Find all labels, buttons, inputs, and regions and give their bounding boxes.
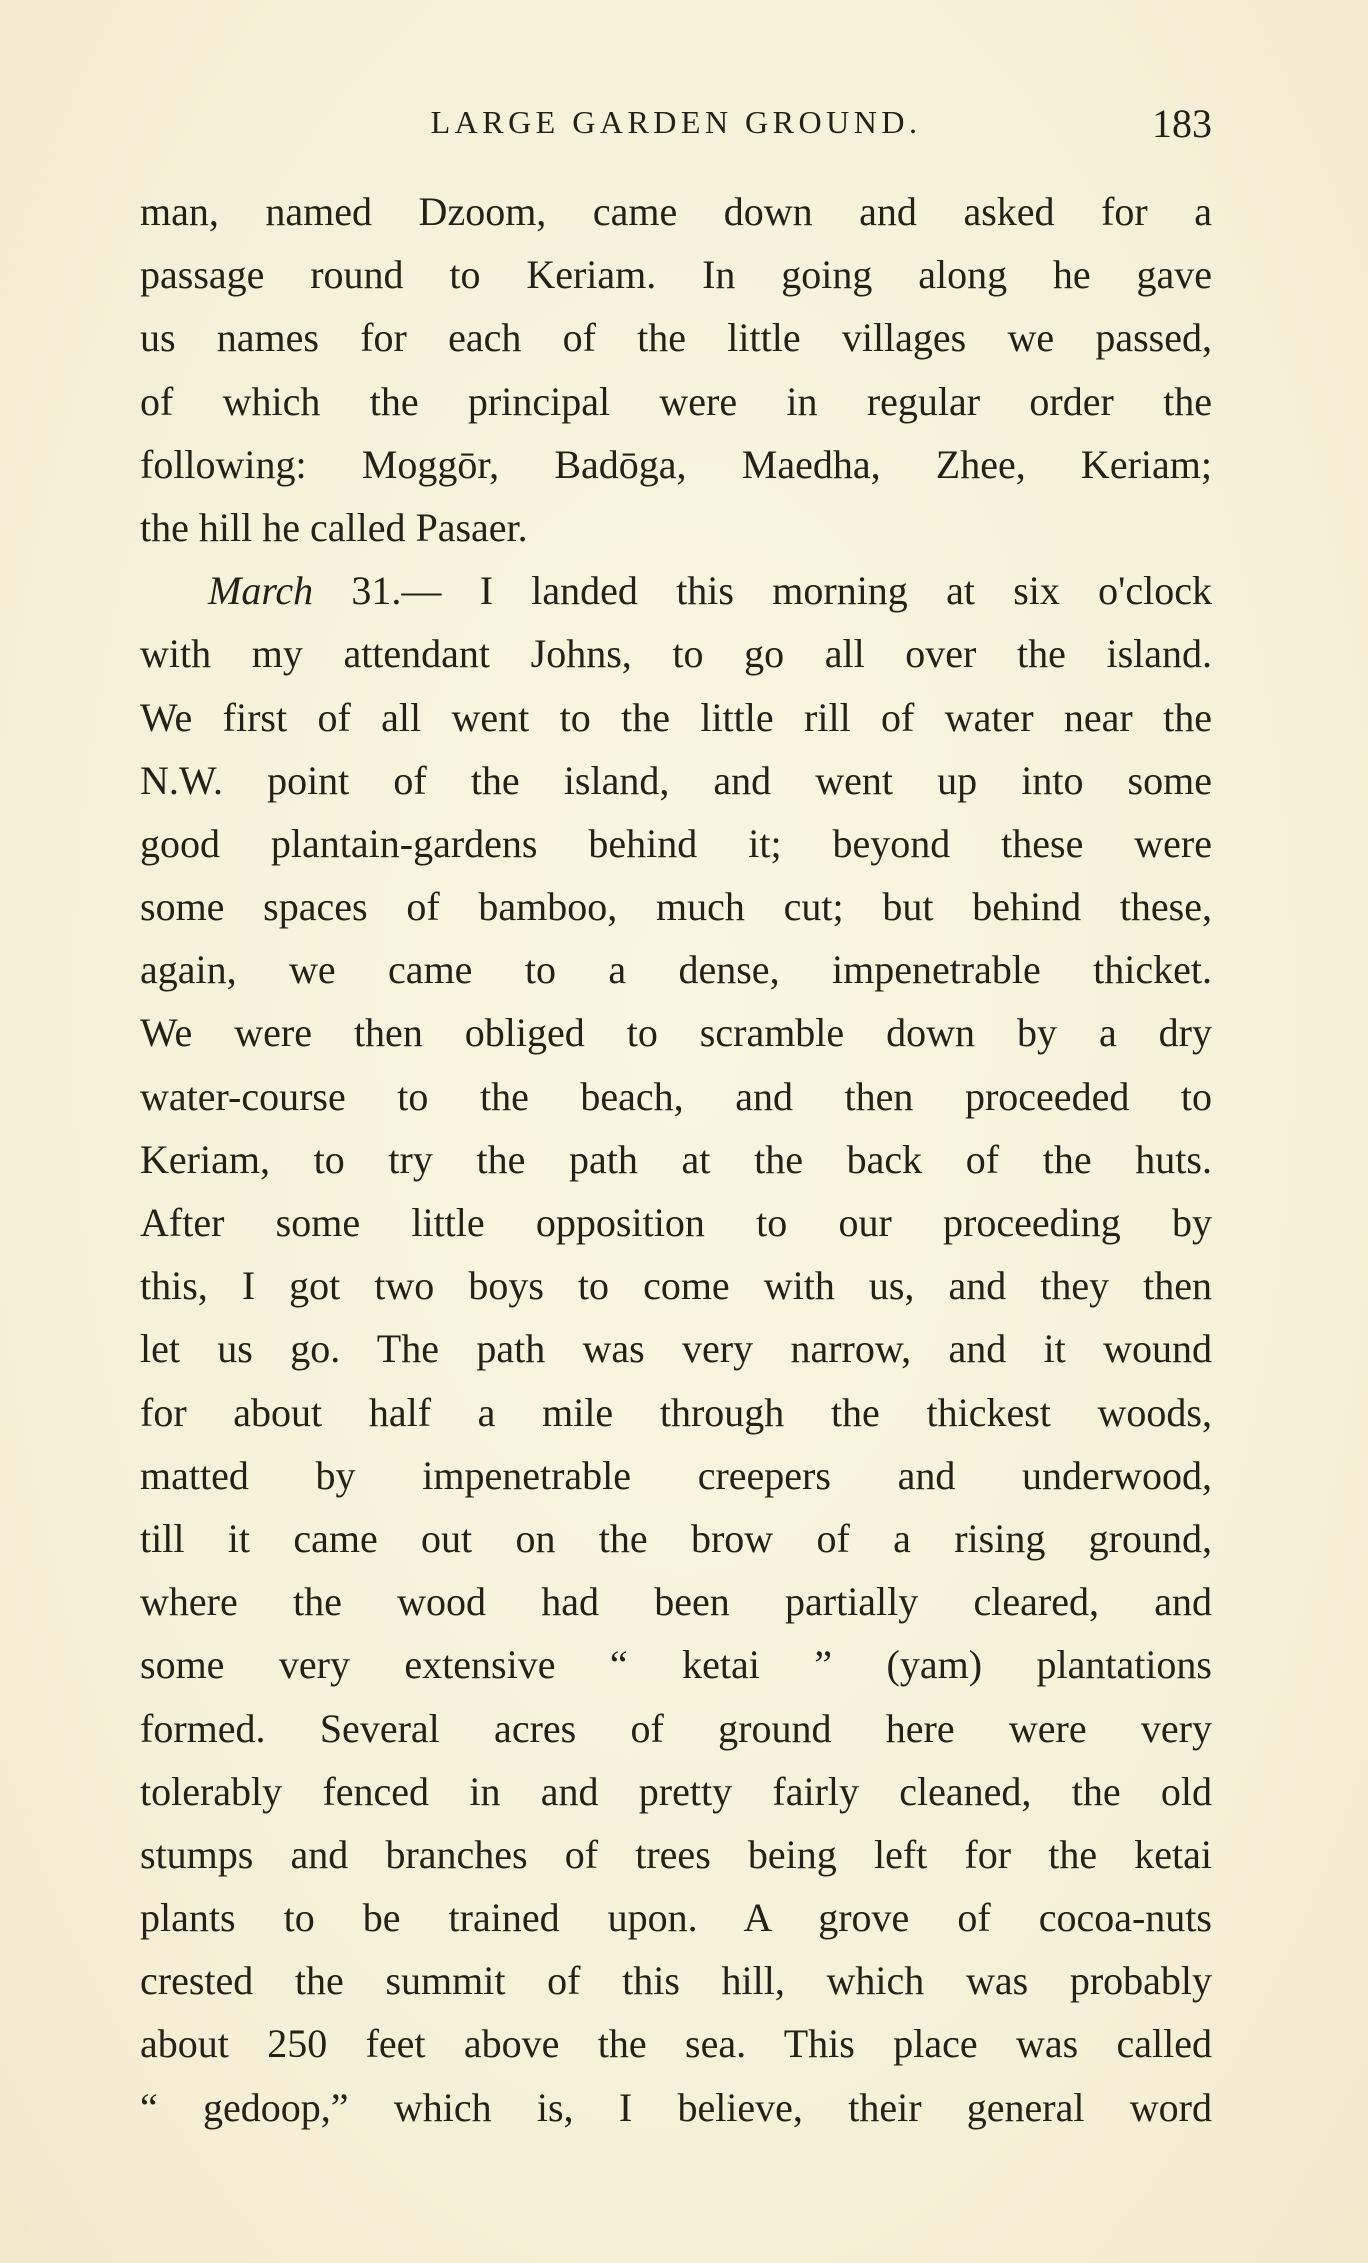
text-line: passage round to Keriam. In going along he gave <box>140 252 1212 298</box>
date-entry-text: 31.— I landed this morning at six o'clock <box>313 568 1212 614</box>
text-line: this, I got two boys to come with us, and they then <box>140 1263 1212 1309</box>
body-text <box>140 180 1212 2139</box>
text-line: some very extensive “ ketai ” (yam) plantations <box>140 1642 1212 1688</box>
running-head: LARGE GARDEN GROUND. <box>430 104 922 140</box>
text-line: man, named Dzoom, came down and asked for a <box>140 189 1212 234</box>
text-line: for about half a mile through the thickest woods, <box>140 1389 1212 1435</box>
text-line: Keriam, to try the path at the back of the huts. <box>140 1136 1212 1182</box>
text-line: We first of all went to the little rill of water near the <box>140 694 1212 740</box>
date-label: March <box>208 568 314 614</box>
text-line: good plantain-gardens behind it; beyond these were <box>140 820 1212 866</box>
text-line: following: Moggōr, Badōga, Maedha, Zhee, Keriam; <box>140 441 1212 487</box>
text-line: us names for each of the little villages we passed, <box>140 315 1212 361</box>
text-line: stumps and branches of trees being left for the ketai <box>140 1831 1212 1877</box>
page-number: 183 <box>1152 101 1212 146</box>
text-line: till it came out on the brow of a rising ground, <box>140 1515 1212 1561</box>
text-line: about 250 feet above the sea. This place was called <box>140 2021 1212 2067</box>
text-line: the hill he called Pasaer. <box>140 504 528 550</box>
text-line: “ gedoop,” which is, I believe, their general word <box>140 2084 1212 2130</box>
text-line: let us go. The path was very narrow, and it wound <box>140 1326 1212 1372</box>
text-line: with my attendant Johns, to go all over the island. <box>140 631 1212 677</box>
text-line: plants to be trained upon. A grove of cocoa-nuts <box>140 1895 1212 1941</box>
text-line: After some little opposition to our proceeding by <box>140 1200 1212 1245</box>
text-line: formed. Several acres of ground here were very <box>140 1705 1212 1751</box>
text-line: again, we came to a dense, impenetrable thicket. <box>140 947 1212 993</box>
text-line: We were then obliged to scramble down by a dry <box>140 1010 1212 1056</box>
date-entry-line <box>140 559 1212 622</box>
text-line: of which the principal were in regular order the <box>140 378 1212 424</box>
text-line: tolerably fenced in and pretty fairly cleaned, the old <box>140 1768 1212 1814</box>
text-line: some spaces of bamboo, much cut; but behind these, <box>140 884 1212 930</box>
text-line: N.W. point of the island, and went up into some <box>140 757 1212 803</box>
text-line: where the wood had been partially cleared, and <box>140 1579 1212 1625</box>
text-line: matted by impenetrable creepers and underwood, <box>140 1452 1212 1498</box>
page-header <box>140 100 1212 160</box>
text-line: crested the summit of this hill, which was probably <box>140 1958 1212 2004</box>
text-line: water-course to the beach, and then proceeded to <box>140 1073 1212 1119</box>
